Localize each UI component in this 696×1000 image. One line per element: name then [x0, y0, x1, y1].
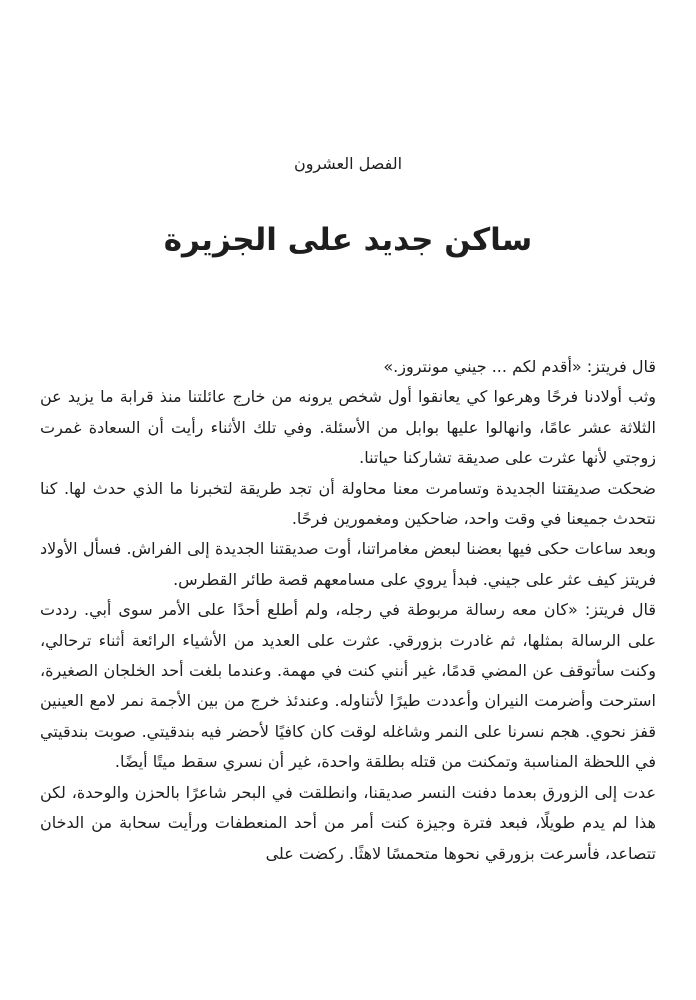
- chapter-title: ساكن جديد على الجزيرة: [163, 222, 533, 258]
- paragraph: قال فريتز: «أقدم لكم ... جيني مونتروز.»: [383, 357, 656, 376]
- paragraph: عدت إلى الزورق بعدما دفنت النسر صديقنا، وانطلقت في البحر شاعرًا بالحزن والوحدة، لكن هذا لم يدم طويلًا، فبعد فترة وجيزة كنت أمر من أحد المنعطفات ورأيت سحابة من الدخان تتصاعد، فأسرعت بزورقي نحوها متحمسًا لاهثًا. ركضت على: [40, 782, 656, 863]
- paragraph: وثب أولادنا فرحًا وهرعوا كي يعانقوا أول شخص يرونه من خارج عائلتنا منذ قرابة ما يزيد عن الثلاثة عشر عامًا، وانهالوا عليها بوابل من الأسئلة. وفي تلك الأثناء رأيت أن السعادة غمرت زوجتي لأنها عثرت على صديقة تشاركنا حياتنا.: [40, 387, 656, 468]
- chapter-body: [40, 352, 656, 869]
- paragraph: ضحكت صديقتنا الجديدة وتسامرت معنا محاولة أن تجد طريقة لتخبرنا ما الذي حدث لها. كنا نتحدث جميعنا في وقت واحد، ضاحكين ومغمورين فرحًا.: [40, 478, 656, 529]
- chapter-number: الفصل العشرون: [293, 154, 403, 173]
- paragraph: قال فريتز: «كان معه رسالة مربوطة في رجله، ولم أطلع أحدًا على الأمر سوى أبي. رددت على الرسالة بمثلها، ثم غادرت بزورقي. عثرت على العديد من الأشياء الرائعة أثناء ترحالي، وكنت سأتوقف عن المضي قدمًا، غير أنني كنت في مهمة. وعندما بلغت أحد الخلجان الصغيرة، استرحت وأضرمت النيران وأعددت طيرًا لأتناوله. وعندئذ خرج من بين الأجمة نمر لامع العينين قفز نحوي. هجم نسرنا على النمر وشاغله لوقت كان كافيًا لأحضر فيه بندقيتي. صوبت بندقيتي في اللحظة المناسبة وتمكنت من قتله بطلقة واحدة، غير أن نسري سقط ميتًا أيضًا.: [40, 600, 656, 772]
- paragraph: وبعد ساعات حكى فيها بعضنا لبعض مغامراتنا، أوت صديقتنا الجديدة إلى الفراش. فسأل الأولاد فريتز كيف عثر على جيني. فبدأ يروي على مسامعهم قصة طائر القطرس.: [40, 539, 656, 589]
